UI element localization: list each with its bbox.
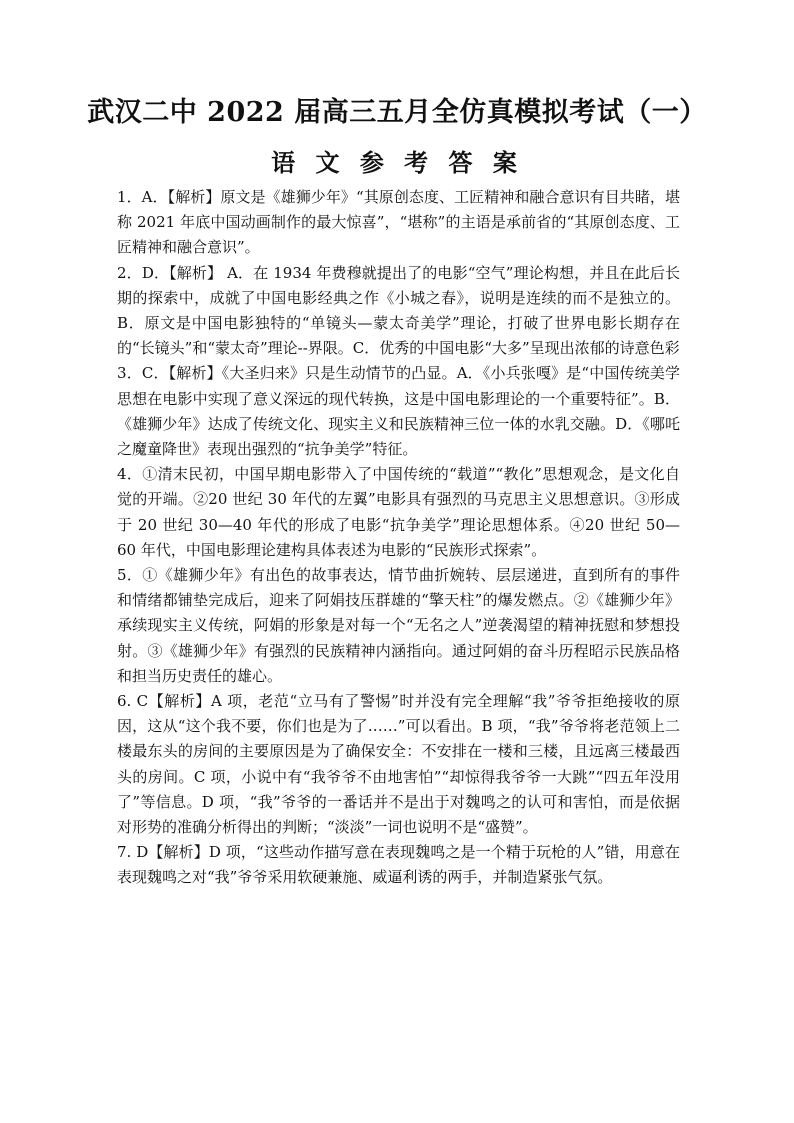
answer-list	[117, 185, 680, 891]
document-subtitle: 语 文 参 考 答 案	[271, 148, 523, 177]
answer-item-1: 1．A．【解析】原文是《雄狮少年》“其原创态度、工匠精神和融合意识有目共睹，堪称 2021 年底中国动画制作的最大惊喜”，“堪称”的主语是承前省的“其原创态度、工匠精神和融合意识”。	[117, 188, 680, 257]
answer-item-3: 3．C．【解析】《大圣归来》只是生动情节的凸显。A．《小兵张嘎》是“中国传统美学思想在电影中实现了意义深远的现代转换，这是中国电影理论的一个重要特征”。B．《雄狮少年》达成了传统文化、现实主义和民族精神三位一体的水乳交融。D．《哪吒之魔童降世》表现出强烈的“抗争美学”特征。	[117, 364, 680, 459]
document-title: 武汉二中 2022 届高三五月全仿真模拟考试（一）	[87, 97, 707, 128]
answer-item-2: 2．D．【解析】 A．在 1934 年费穆就提出了的电影“空气”理论构想，并且在此后长期的探索中，成就了中国电影经典之作《小城之春》，说明是连续的而不是独立的。B．原文是中国电影独特的“单镜头—蒙太奇美学”理论，打破了世界电影长期存在的“长镜头”和“蒙太奇”理论--界限。C．优秀的中国电影“大多”呈现出浓郁的诗意色彩	[117, 263, 680, 358]
answer-item-6: 6. C【解析】A 项，老范“立马有了警惕”时并没有完全理解“我”爷爷拒绝接收的原因，这从“这个我不要，你们也是为了……”可以看出。B 项，“我”爷爷将老范领上二楼最东头的房间的主要原因是为了确保安全：不安排在一楼和三楼，且远离三楼最西头的房间。C 项，小说中有“我爷爷不由地害怕”“却惊得我爷爷一大跳”“四五年没用了”等信息。D 项，“我”爷爷的一番话并不是出于对魏鸣之的认可和害怕，而是依据对形势的准确分析得出的判断；“淡淡”一词也说明不是“盛赞”。	[117, 692, 680, 837]
answer-item-5: 5．①《雄狮少年》有出色的故事表达，情节曲折婉转、层层递进，直到所有的事件和情绪都铺垫完成后，迎来了阿娟技压群雄的“擎天柱”的爆发燃点。②《雄狮少年》承续现实主义传统，阿娟的形象是对每一个“无名之人”逆袭渴望的精神抚慰和梦想投射。③《雄狮少年》有强烈的民族精神内涵指向。通过阿娟的奋斗历程昭示民族品格和担当历史责任的雄心。	[117, 566, 680, 685]
answer-item-7: 7. D【解析】D 项，“这些动作描写意在表现魏鸣之是一个精于玩枪的人”错，用意在表现魏鸣之对“我”爷爷采用软硬兼施、威逼利诱的两手，并制造紧张气氛。	[117, 843, 680, 887]
answer-item-4: 4．①清末民初，中国早期电影带入了中国传统的“载道”“教化”思想观念，是文化自觉的开端。②20 世纪 30 年代的左翼”电影具有强烈的马克思主义思想意识。③形成于 20 世纪 30—40 年代的形成了电影“抗争美学”理论思想体系。④20 世纪 50—60 年代，中国电影理论建构具体表述为电影的“民族形式探索”。	[117, 465, 680, 559]
